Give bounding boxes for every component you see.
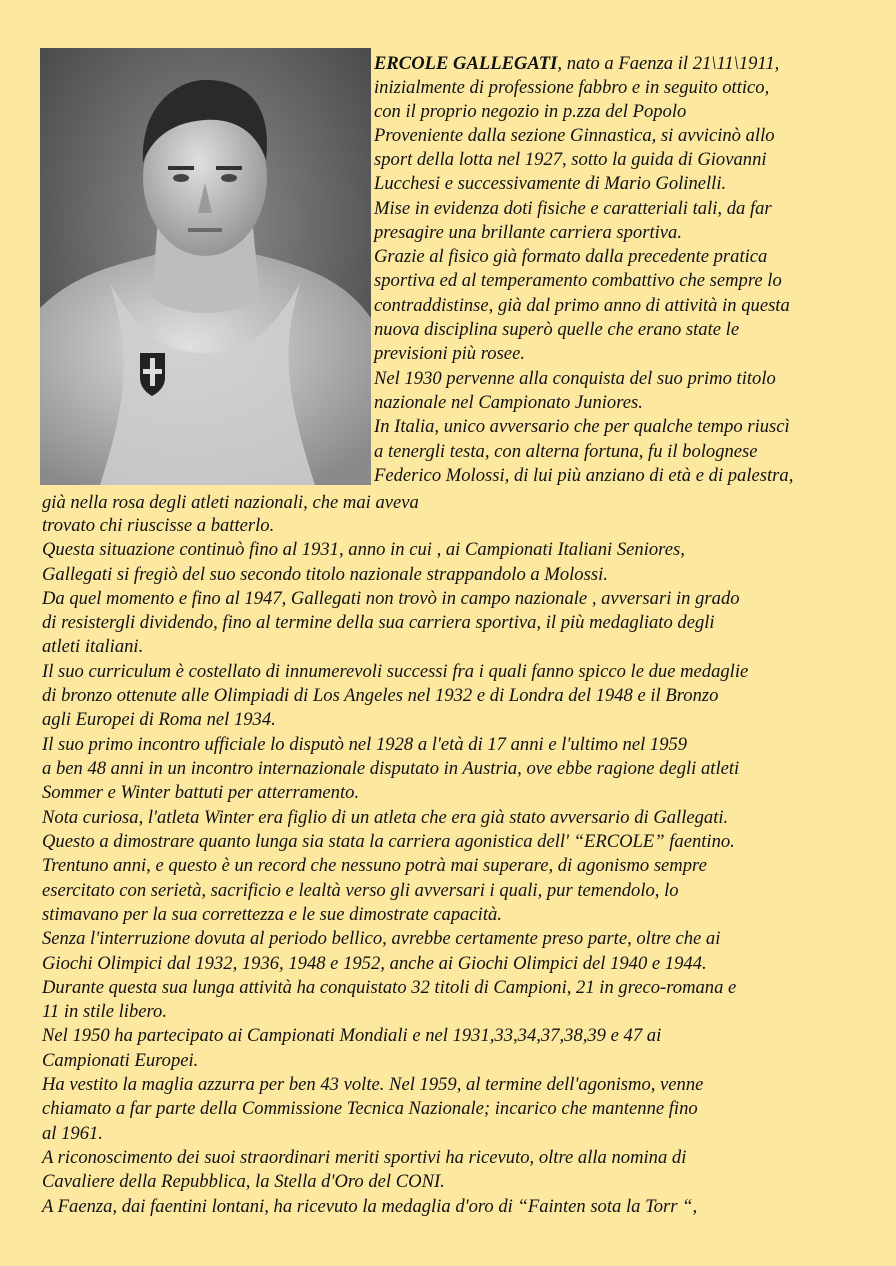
- bio-line: di bronzo ottenute alle Olimpiadi di Los Angeles nel 1932 e di Londra del 1948 e il Bronzo: [42, 685, 719, 706]
- bio-line: esercitato con serietà, sacrificio e lealtà verso gli avversari i quali, pur temendolo, lo: [42, 880, 679, 901]
- bio-line: agli Europei di Roma nel 1934.: [42, 709, 276, 730]
- bio-line: sport della lotta nel 1927, sotto la guida di Giovanni: [374, 149, 767, 170]
- bio-line: Giochi Olimpici dal 1932, 1936, 1948 e 1952, anche ai Giochi Olimpici del 1940 e 1944.: [42, 953, 707, 974]
- bio-line: A riconoscimento dei suoi straordinari meriti sportivi ha ricevuto, oltre alla nomina di: [42, 1147, 687, 1168]
- bio-line: Grazie al fisico già formato dalla precedente pratica: [374, 246, 768, 267]
- portrait-photo: [40, 48, 371, 485]
- bio-line: Ha vestito la maglia azzurra per ben 43 volte. Nel 1959, al termine dell'agonismo, venne: [42, 1074, 704, 1095]
- bio-line: inizialmente di professione fabbro e in seguito ottico,: [374, 77, 770, 98]
- bio-line: In Italia, unico avversario che per qualche tempo riuscì: [374, 416, 790, 437]
- bio-line: nazionale nel Campionato Juniores.: [374, 392, 643, 413]
- bio-line: Campionati Europei.: [42, 1050, 199, 1071]
- wrestler-portrait-illustration: [40, 48, 371, 485]
- bio-line: Cavaliere della Repubblica, la Stella d'Oro del CONI.: [42, 1171, 445, 1192]
- bio-line: Lucchesi e successivamente di Mario Golinelli.: [374, 173, 727, 194]
- bio-line: sportiva ed al temperamento combattivo che sempre lo: [374, 270, 782, 291]
- bio-line: trovato chi riuscisse a batterlo.: [42, 515, 275, 536]
- bio-line: chiamato a far parte della Commissione Tecnica Nazionale; incarico che mantenne fino: [42, 1098, 698, 1119]
- bio-line: a ben 48 anni in un incontro internazionale disputato in Austria, ove ebbe ragione degli atleti: [42, 758, 740, 779]
- bio-line: previsioni più rosee.: [374, 343, 525, 364]
- bio-line: Senza l'interruzione dovuta al periodo bellico, avrebbe certamente preso parte, oltre che ai: [42, 928, 721, 949]
- bio-line: Questo a dimostrare quanto lunga sia stata la carriera agonistica dell' “ERCOLE” faentino.: [42, 831, 735, 852]
- bio-line: Questa situazione continuò fino al 1931, anno in cui , ai Campionati Italiani Seniores,: [42, 539, 685, 560]
- bio-line: Nel 1950 ha partecipato ai Campionati Mondiali e nel 1931,33,34,37,38,39 e 47 ai: [42, 1025, 662, 1046]
- bio-line: atleti italiani.: [42, 636, 144, 657]
- bio-line: Sommer e Winter battuti per atterramento.: [42, 782, 360, 803]
- bio-line: Federico Molossi, di lui più anziano di età e di palestra,: [374, 465, 794, 486]
- bio-line: di resistergli dividendo, fino al termine della sua carriera sportiva, il più medagliato degli: [42, 612, 715, 633]
- bio-line: al 1961.: [42, 1123, 103, 1144]
- bio-line: Mise in evidenza doti fisiche e caratteriali tali, da far: [374, 198, 772, 219]
- bio-line: Nota curiosa, l'atleta Winter era figlio di un atleta che era già stato avversario di Gallegati.: [42, 807, 729, 828]
- intro-rest: , nato a Faenza il 21\11\1911,: [557, 53, 780, 74]
- bio-line: Proveniente dalla sezione Ginnastica, si avvicinò allo: [374, 125, 775, 146]
- bio-line: nuova disciplina superò quelle che erano state le: [374, 319, 740, 340]
- bio-line: con il proprio negozio in p.zza del Popolo: [374, 101, 687, 122]
- bio-line: stimavano per la sua correttezza e le sue dimostrate capacità.: [42, 904, 502, 925]
- bio-intro-line: [374, 53, 779, 75]
- bio-line: Il suo curriculum è costellato di innumerevoli successi fra i quali fanno spicco le due medaglie: [42, 661, 749, 682]
- bio-line: Il suo primo incontro ufficiale lo disputò nel 1928 a l'età di 17 anni e l'ultimo nel 1959: [42, 734, 688, 755]
- bio-line: contraddistinse, già dal primo anno di attività in questa: [374, 295, 790, 316]
- bio-line: Durante questa sua lunga attività ha conquistato 32 titoli di Campioni, 21 in greco-romana e: [42, 977, 737, 998]
- bio-line: già nella rosa degli atleti nazionali, che mai aveva: [42, 492, 419, 513]
- bio-line: presagire una brillante carriera sportiva.: [374, 222, 682, 243]
- bio-line: Gallegati si fregiò del suo secondo titolo nazionale strappandolo a Molossi.: [42, 564, 608, 585]
- bio-line: Nel 1930 pervenne alla conquista del suo primo titolo: [374, 368, 776, 389]
- bio-line: Da quel momento e fino al 1947, Gallegati non trovò in campo nazionale , avversari in grado: [42, 588, 740, 609]
- bio-line: Trentuno anni, e questo è un record che nessuno potrà mai superare, di agonismo sempre: [42, 855, 707, 876]
- bio-line: A Faenza, dai faentini lontani, ha ricevuto la medaglia d'oro di “Fainten sota la Torr “,: [42, 1196, 698, 1217]
- subject-name: ERCOLE GALLEGATI: [374, 53, 558, 74]
- bio-line: 11 in stile libero.: [42, 1001, 167, 1022]
- bio-line: a tenergli testa, con alterna fortuna, fu il bolognese: [374, 441, 758, 462]
